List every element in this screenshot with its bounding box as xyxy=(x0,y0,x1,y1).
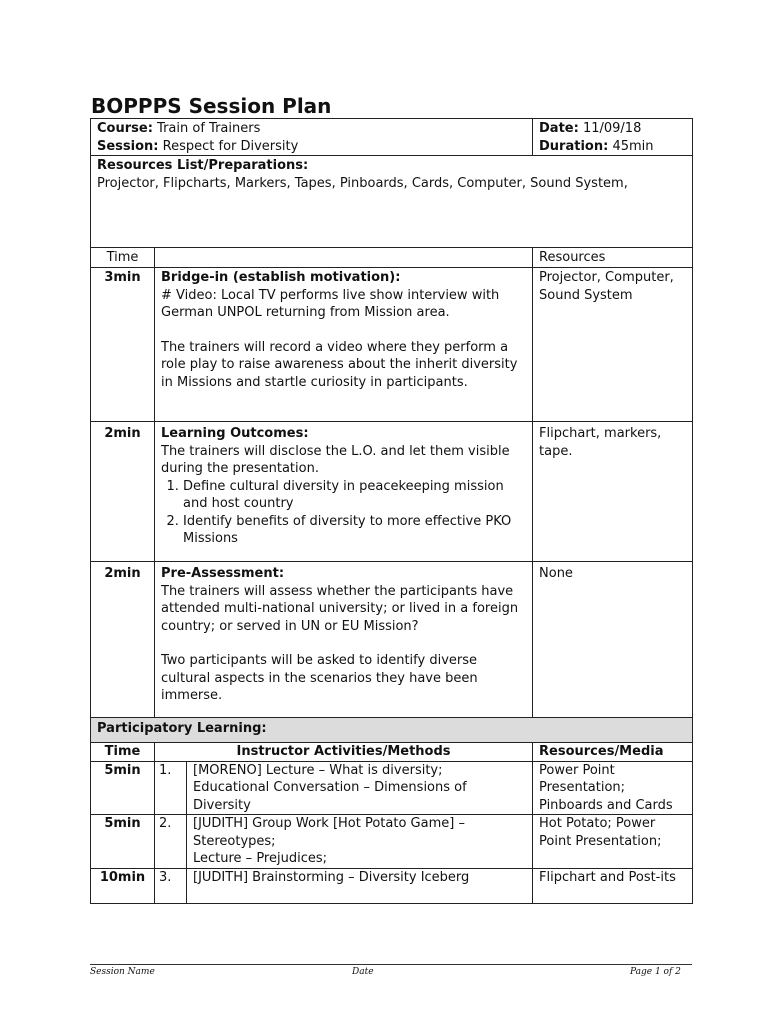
resources-list-row xyxy=(91,156,693,248)
footer-page-number: Page 1 of 2 xyxy=(630,967,681,977)
participatory-time-header: Time xyxy=(91,743,155,762)
activity-line: Lecture – Prejudices; xyxy=(193,851,327,866)
participatory-heading-row xyxy=(91,718,693,743)
phase-title: Learning Outcomes: xyxy=(161,426,309,441)
footer-session-name: Session Name xyxy=(90,967,155,977)
activity-row xyxy=(91,815,693,869)
activity-description xyxy=(187,815,533,869)
footer-divider xyxy=(90,964,692,965)
page-title: BOPPPS Session Plan xyxy=(91,94,332,118)
date-duration-cell xyxy=(533,119,693,156)
phase-content xyxy=(155,562,533,718)
resources-column-header: Resources xyxy=(533,248,693,268)
session-plan-table xyxy=(90,118,693,904)
participatory-heading: Participatory Learning: xyxy=(91,718,693,743)
time-column-header: Time xyxy=(91,248,155,268)
phase-title: Bridge-in (establish motivation): xyxy=(161,270,401,285)
activity-row xyxy=(91,868,693,903)
phase-time: 2min xyxy=(91,422,155,562)
activity-time: 5min xyxy=(91,815,155,869)
activity-media: Hot Potato; Power Point Presentation; xyxy=(533,815,693,869)
phase-title: Pre-Assessment: xyxy=(161,566,285,581)
footer-date: Date xyxy=(352,967,374,977)
list-item: 1. Define cultural diversity in peacekeeping mission and host country xyxy=(183,478,526,513)
activity-number: 3. xyxy=(155,868,187,903)
phase-row-learning-outcomes xyxy=(91,422,693,562)
learning-outcomes-list xyxy=(161,478,526,548)
course-session-cell xyxy=(91,119,533,156)
resources-list-text: Projector, Flipcharts, Markers, Tapes, Pinboards, Cards, Computer, Sound System, xyxy=(97,175,628,191)
activity-time: 5min xyxy=(91,761,155,815)
phase-resources: Projector, Computer, Sound System xyxy=(533,268,693,422)
activity-time: 10min xyxy=(91,868,155,903)
activity-line: Educational Conversation – Dimensions of Diversity xyxy=(193,780,467,813)
phase-resources: None xyxy=(533,562,693,718)
phase-paragraph: # Video: Local TV performs live show interview with German UNPOL returning from Mission area. xyxy=(161,287,500,320)
activity-line: [JUDITH] Brainstorming – Diversity Iceberg xyxy=(193,869,470,885)
activity-description xyxy=(187,761,533,815)
phase-paragraph: Two participants will be asked to identify diverse cultural aspects in the scenarios they have been immerse. xyxy=(161,653,478,703)
phase-paragraph: The trainers will record a video where they perform a role play to raise awareness about the inherit diversity in Missions and startle curiosity in participants. xyxy=(161,339,518,390)
course-session-row xyxy=(91,119,693,156)
list-item: 2. Identify benefits of diversity to more effective PKO Missions xyxy=(183,513,526,548)
course-value: Train of Trainers xyxy=(157,121,261,136)
participatory-activities-header: Instructor Activities/Methods xyxy=(155,743,533,762)
activity-line: [MORENO] Lecture – What is diversity; xyxy=(193,762,443,778)
activity-media: Flipchart and Post-its xyxy=(533,868,693,903)
participatory-column-header-row xyxy=(91,743,693,762)
activity-number: 1. xyxy=(155,761,187,815)
column-header-row xyxy=(91,248,693,268)
activity-description xyxy=(187,868,533,903)
phase-resources: Flipchart, markers, tape. xyxy=(533,422,693,562)
resources-list-cell xyxy=(91,156,693,248)
resources-list-heading: Resources List/Preparations: xyxy=(97,158,309,173)
activity-column-header xyxy=(155,248,533,268)
activity-row xyxy=(91,761,693,815)
date-value: 11/09/18 xyxy=(582,121,642,136)
phase-time: 2min xyxy=(91,562,155,718)
session-label: Session: xyxy=(97,138,159,154)
duration-label: Duration: xyxy=(539,138,609,154)
date-label: Date: xyxy=(539,121,579,136)
duration-value: 45min xyxy=(612,138,654,154)
phase-content xyxy=(155,422,533,562)
phase-row-bridge-in xyxy=(91,268,693,422)
participatory-media-header: Resources/Media xyxy=(533,743,693,762)
course-label: Course: xyxy=(97,121,153,136)
phase-row-pre-assessment xyxy=(91,562,693,718)
phase-intro: The trainers will disclose the L.O. and let them visible during the presentation. xyxy=(161,443,510,476)
activity-media: Power Point Presentation; Pinboards and Cards xyxy=(533,761,693,815)
activity-number: 2. xyxy=(155,815,187,869)
phase-content xyxy=(155,268,533,422)
phase-time: 3min xyxy=(91,268,155,422)
activity-line: [JUDITH] Group Work [Hot Potato Game] – Stereotypes; xyxy=(193,816,465,849)
phase-paragraph: The trainers will assess whether the participants have attended multi-national university; or lived in a foreign country; or served in UN or EU Mission? xyxy=(161,583,519,634)
session-value: Respect for Diversity xyxy=(162,138,299,154)
